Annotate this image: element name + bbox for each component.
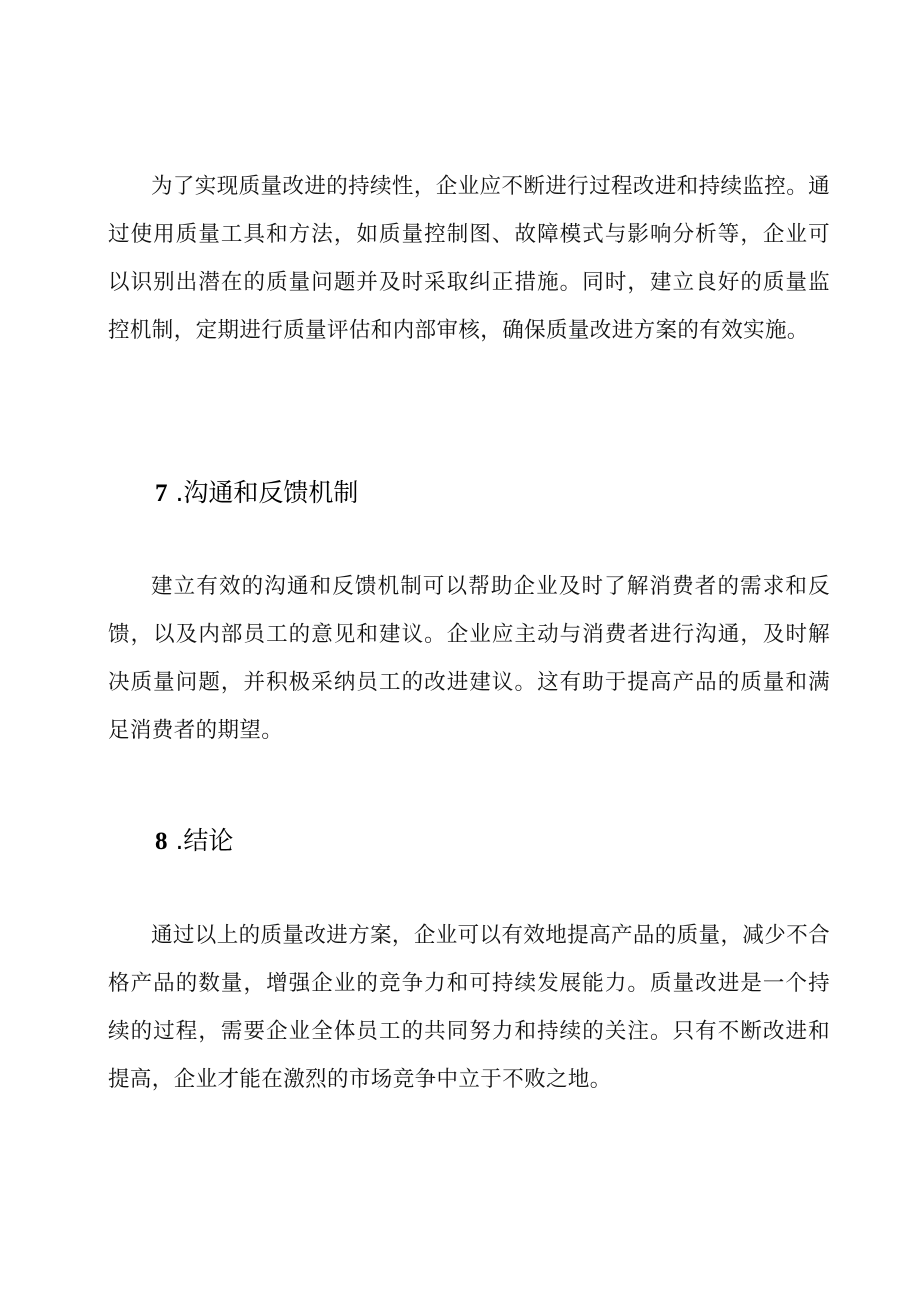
section-title: .沟通和反馈机制: [175, 478, 359, 507]
section-number: 8: [155, 828, 168, 855]
section-heading-8: [155, 824, 233, 859]
section-number: 7: [155, 480, 168, 507]
paragraph-conclusion: 通过以上的质量改进方案，企业可以有效地提高产品的质量，减少不合格产品的数量，增强企业的竞争力和可持续发展能力。质量改进是一个持续的过程，需要企业全体员工的共同努力和持续的关注。只有不断改进和提高，企业才能在激烈的市场竞争中立于不败之地。: [108, 923, 830, 1092]
section-title: .结论: [175, 826, 234, 855]
section-heading-7: [155, 476, 358, 511]
paragraph-quality-monitoring: 为了实现质量改进的持续性，企业应不断进行过程改进和持续监控。通过使用质量工具和方法，如质量控制图、故障模式与影响分析等，企业可以识别出潜在的质量问题并及时采取纠正措施。同时，建立良好的质量监控机制，定期进行质量评估和内部审核，确保质量改进方案的有效实施。: [108, 174, 830, 343]
paragraph-communication-feedback: 建立有效的沟通和反馈机制可以帮助企业及时了解消费者的需求和反馈，以及内部员工的意见和建议。企业应主动与消费者进行沟通，及时解决质量问题，并积极采纳员工的改进建议。这有助于提高产品的质量和满足消费者的期望。: [108, 574, 830, 743]
